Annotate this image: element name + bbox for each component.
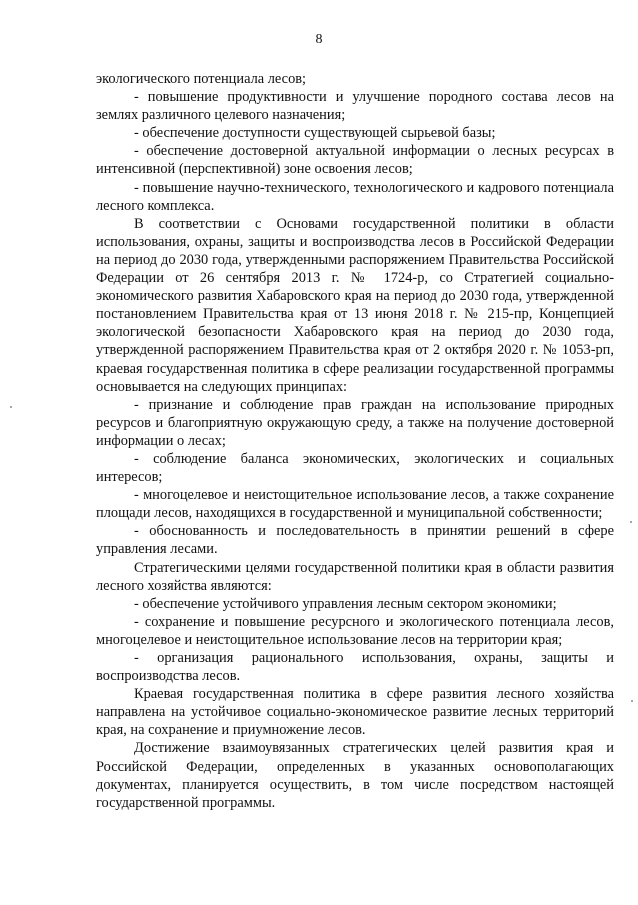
list-item: - обеспечение доступности существующей сырьевой базы; <box>134 125 496 142</box>
scan-speck <box>10 406 12 408</box>
list-item: - повышение продуктивности и улучшение породного состава лесов на землях различного целевого назначения; <box>96 89 614 124</box>
document-body <box>96 70 614 812</box>
list-item: - обеспечение достоверной актуальной информации о лесных ресурсах в интенсивной (перспективной) зоне освоения лесов; <box>96 143 614 178</box>
list-item: - организация рационального использования, охраны, защиты и воспроизводства лесов. <box>96 650 614 685</box>
list-item: - многоцелевое и неистощительное использование лесов, а также сохранение площади лесов, находящихся в государственной и муниципальной собственности; <box>96 487 614 522</box>
list-item: - соблюдение баланса экономических, экологических и социальных интересов; <box>96 450 614 486</box>
scan-speck <box>631 700 633 702</box>
paragraph: Достижение взаимоувязанных стратегических целей развития края и Российской Федерации, определенных в указанных основополагающих документах, планируется осуществить, в том числе посредством настоящей государственной программы. <box>96 740 614 811</box>
page-number: 8 <box>315 32 323 47</box>
list-item: - обеспечение устойчивого управления лесным сектором экономики; <box>134 595 557 612</box>
paragraph: В соответствии с Основами государственной политики в области использования, охраны, защиты и воспроизводства лесов в Российской Федерации на период до 2030 года, утвержденными распоряжением Правительства Российской Федерации от 26 сентября 2013 г. № 1724-р, со Стратегией социально-экономического развития Хабаровского края на период до 2030 года, утвержденной постановлением Правительства края от 13 июня 2018 г. № 215-пр, Концепцией экологической безопасности Хабаровского края на период до 2030 года, утвержденной распоряжением Правительства края от 2 октября 2020 г. № 1053-рп, краевая государственная политика в сфере реализации государственной программы основывается на следующих принципах: <box>96 215 614 395</box>
list-item: - признание и соблюдение прав граждан на использование природных ресурсов и благоприятную окружающую среду, а также на получение достоверной информации о лесах; <box>96 396 614 449</box>
list-item: - повышение научно-технического, технологического и кадрового потенциала лесного комплекса. <box>96 179 614 214</box>
paragraph: экологического потенциала лесов; <box>96 71 307 87</box>
paragraph: Стратегическими целями государственной политики края в области развития лесного хозяйства являются: <box>96 559 614 594</box>
list-item: - обоснованность и последовательность в принятии решений в сфере управления лесами. <box>96 523 614 558</box>
paragraph: Краевая государственная политика в сфере развития лесного хозяйства направлена на устойчивое социально-экономическое развитие лесных территорий края, на сохранение и приумножение лесов. <box>96 686 614 739</box>
list-item: - сохранение и повышение ресурсного и экологического потенциала лесов, многоцелевое и неистощительное использование лесов на территории края; <box>96 613 614 648</box>
scan-speck <box>630 521 632 523</box>
